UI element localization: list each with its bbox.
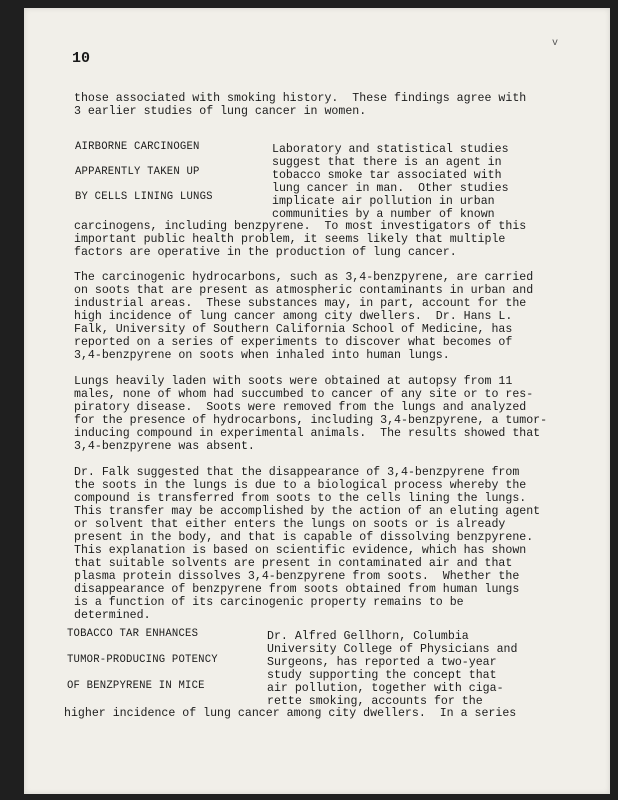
- side-text-line: Dr. Alfred Gellhorn, Columbia: [267, 630, 469, 643]
- paragraph-line: on soots that are present as atmospheric contaminants in urban and: [74, 284, 534, 297]
- body-line: carcinogens, including benzpyrene. To most investigators of this: [74, 220, 527, 233]
- paragraph-line: Falk, University of Southern California School of Medicine, has: [74, 323, 513, 336]
- paragraph-line: inducing compound in experimental animals. The results showed that: [74, 427, 541, 440]
- paragraph-line: determined.: [74, 609, 151, 622]
- section-heading-line: TOBACCO TAR ENHANCES: [67, 628, 199, 640]
- page-number: 10: [72, 50, 91, 67]
- intro-line: 3 earlier studies of lung cancer in women.: [74, 105, 367, 118]
- paragraph-line: This explanation is based on scientific evidence, which has shown: [74, 544, 527, 557]
- side-text-line: communities by a number of known: [272, 208, 495, 221]
- side-text-line: lung cancer in man. Other studies: [272, 182, 509, 195]
- side-text-line: Surgeons, has reported a two-year: [267, 656, 497, 669]
- paragraph-line: The carcinogenic hydrocarbons, such as 3,4-benzpyrene, are carried: [74, 271, 534, 284]
- corner-mark: v: [551, 38, 558, 49]
- side-text-line: tobacco smoke tar associated with: [272, 169, 502, 182]
- section-heading-line: APPARENTLY TAKEN UP: [75, 166, 200, 178]
- paragraph-line: compound is transferred from soots to the cells lining the lungs.: [74, 492, 527, 505]
- paragraph-line: or solvent that either enters the lungs on soots or is already: [74, 518, 506, 531]
- side-text-line: implicate air pollution in urban: [272, 195, 495, 208]
- paragraph-line: 3,4-benzpyrene was absent.: [74, 440, 255, 453]
- paragraph-line: males, none of whom had succumbed to cancer of any site or to res-: [74, 388, 534, 401]
- side-text-line: Laboratory and statistical studies: [272, 143, 509, 156]
- section-heading-line: AIRBORNE CARCINOGEN: [75, 141, 200, 153]
- body-line: important public health problem, it seems likely that multiple: [74, 233, 506, 246]
- document-page: [24, 8, 610, 794]
- paragraph-line: Dr. Falk suggested that the disappearance of 3,4-benzpyrene from: [74, 466, 520, 479]
- paragraph-line: for the presence of hydrocarbons, including 3,4-benzpyrene, a tumor-: [74, 414, 548, 427]
- paragraph-line: high incidence of lung cancer among city dwellers. Dr. Hans L.: [74, 310, 513, 323]
- body-line: factors are operative in the production of lung cancer.: [74, 246, 457, 259]
- side-text-line: suggest that there is an agent in: [272, 156, 502, 169]
- paragraph-line: disappearance of benzpyrene from soots obtained from human lungs: [74, 583, 520, 596]
- paragraph-line: This transfer may be accomplished by the action of an eluting agent: [74, 505, 541, 518]
- paragraph-line: is a function of its carcinogenic property remains to be: [74, 596, 464, 609]
- paragraph-line: present in the body, and that is capable of dissolving benzpyrene.: [74, 531, 534, 544]
- paragraph-line: the soots in the lungs is due to a biological process whereby the: [74, 479, 527, 492]
- paragraph-line: that suitable solvents are present in contaminated air and that: [74, 557, 513, 570]
- section-heading-line: BY CELLS LINING LUNGS: [75, 191, 213, 203]
- side-text-line: study supporting the concept that: [267, 669, 497, 682]
- side-text-line: air pollution, together with ciga-: [267, 682, 504, 695]
- paragraph-line: reported on a series of experiments to discover what becomes of: [74, 336, 513, 349]
- section-heading-line: TUMOR-PRODUCING POTENCY: [67, 654, 218, 666]
- paragraph-line: industrial areas. These substances may, in part, account for the: [74, 297, 527, 310]
- paragraph-line: piratory disease. Soots were removed from the lungs and analyzed: [74, 401, 527, 414]
- intro-line: those associated with smoking history. These findings agree with: [74, 92, 527, 105]
- side-text-line: University College of Physicians and: [267, 643, 518, 656]
- body-line: higher incidence of lung cancer among city dwellers. In a series: [64, 707, 517, 720]
- side-text-line: rette smoking, accounts for the: [267, 695, 483, 708]
- section-heading-line: OF BENZPYRENE IN MICE: [67, 680, 205, 692]
- paragraph-line: plasma protein dissolves 3,4-benzpyrene from soots. Whether the: [74, 570, 520, 583]
- paragraph-line: 3,4-benzpyrene on soots when inhaled into human lungs.: [74, 349, 450, 362]
- paragraph-line: Lungs heavily laden with soots were obtained at autopsy from 11: [74, 375, 513, 388]
